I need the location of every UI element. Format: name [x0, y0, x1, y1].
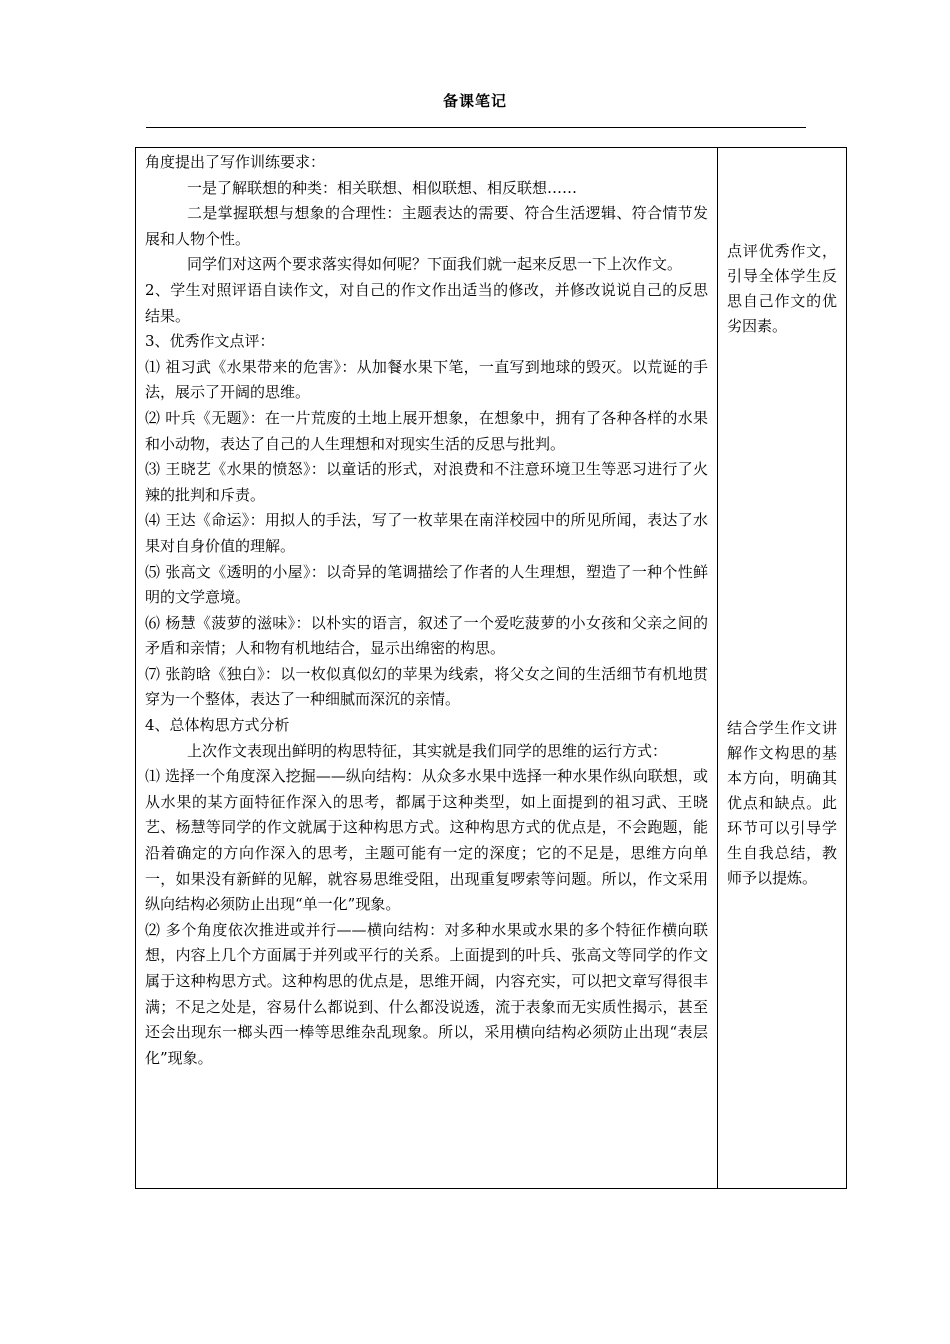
paragraph-step-2: 2、学生对照评语自读作文，对自己的作文作出适当的修改，并修改说说自己的反思结果。 [145, 280, 708, 325]
review-item-6: ⑹ 杨慧《菠萝的滋味》：以朴实的语言，叙述了一个爱吃菠萝的小女孩和父亲之间的矛盾和亲情；人和物有机地结合，显示出绵密的构思。 [145, 613, 708, 658]
paragraph-step-3-heading: 3、优秀作文点评： [145, 332, 275, 351]
review-item-1: ⑴ 祖习武《水果带来的危害》：从加餐水果下笔，一直写到地球的毁灭。以荒诞的手法，展示了开阔的思维。 [145, 357, 708, 402]
side-note-review: 点评优秀作文，引导全体学生反思自己作文的优劣因素。 [727, 242, 837, 335]
main-content-column [145, 150, 708, 1071]
column-divider [717, 147, 718, 1189]
paragraph-intro: 角度提出了写作训练要求： [145, 153, 326, 171]
paragraph-step-4-heading: 4、总体构思方式分析 [145, 716, 290, 735]
header-rule [146, 127, 806, 128]
side-note-structure: 结合学生作文讲解作文构思的基本方向，明确其优点和缺点。此环节可以引导学生自我总结，教师予以提炼。 [727, 719, 837, 887]
review-item-4: ⑷ 王达《命运》：用拟人的手法，写了一枚苹果在南洋校园中的所见所闻，表达了水果对自身价值的理解。 [145, 511, 708, 555]
paragraph-analysis-intro: 上次作文表现出鲜明的构思特征，其实就是我们同学的思维的运行方式： [187, 741, 668, 760]
review-item-2: ⑵ 叶兵《无题》：在一片荒废的土地上展开想象，在想象中，拥有了各种各样的水果和小动物，表达了自己的人生理想和对现实生活的反思与批判。 [145, 408, 708, 453]
review-item-3: ⑶ 王晓艺《水果的愤怒》：以童话的形式，对浪费和不注意环境卫生等恶习进行了火辣的批判和斥责。 [145, 460, 708, 504]
paragraph-requirement-1: 一是了解联想的种类：相关联想、相似联想、相反联想…… [187, 178, 578, 197]
paragraph-requirement-2: 二是掌握联想与想象的合理性：主题表达的需要、符合生活逻辑、符合情节发展和人物个性。 [145, 204, 708, 248]
review-item-5: ⑸ 张高文《透明的小屋》：以奇异的笔调描绘了作者的人生理想，塑造了一种个性鲜明的文学意境。 [145, 562, 708, 607]
analysis-horizontal-structure: ⑵ 多个角度依次推进或并行——横向结构：对多种水果或水果的多个特征作横向联想，内容上几个方面属于并列或平行的关系。上面提到的叶兵、张高文等同学的作文属于这种构思方式。这种构思的优点是，思维开阔，内容充实，可以把文章写得很丰满；不足之处是，容易什么都说到、什么都没说透，流于表象而无实质性揭示，甚至还会出现东一榔头西一棒等思维杂乱现象。所以，采用横向结构必须防止出现“表层化”现象。 [145, 920, 708, 1067]
review-item-7: ⑺ 张韵晗《独白》：以一枚似真似幻的苹果为线索，将父女之间的生活细节有机地贯穿为一个整体，表达了一种细腻而深沉的亲情。 [145, 664, 708, 709]
page-header-title: 备课笔记 [442, 92, 507, 110]
analysis-vertical-structure: ⑴ 选择一个角度深入挖掘——纵向结构：从众多水果中选择一种水果作纵向联想，或从水果的某方面特征作深入的思考，都属于这种类型，如上面提到的祖习武、王晓艺、杨慧等同学的作文就属于这种构思方式。这种构思方式的优点是，不会跑题，能沿着确定的方向作深入的思考，主题可能有一定的深度；它的不足是，思维方向单一，如果没有新鲜的见解，就容易思维受阻，出现重复啰索等问题。所以，作文采用纵向结构必须防止出现“单一化”现象。 [145, 767, 708, 914]
paragraph-reflection: 同学们对这两个要求落实得如何呢？下面我们就一起来反思一下上次作文。 [187, 255, 683, 274]
